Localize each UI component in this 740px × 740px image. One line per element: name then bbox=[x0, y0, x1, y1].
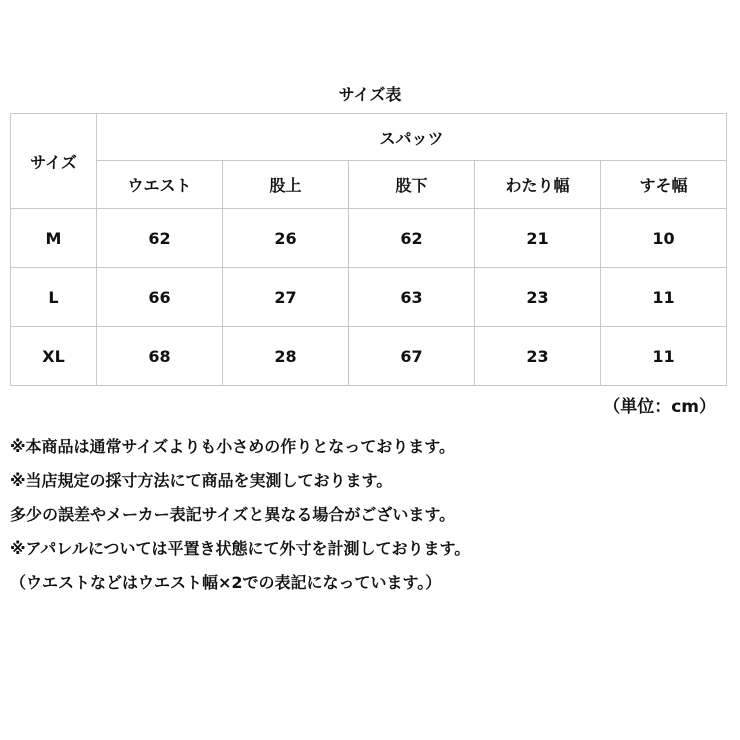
table-row bbox=[11, 268, 727, 327]
note-line: ※アパレルについては平置き状態にて外寸を計測しております。 bbox=[10, 539, 471, 558]
cell-value: 66 bbox=[97, 268, 223, 327]
size-label: L bbox=[11, 268, 97, 327]
unit-label: （単位：cm） bbox=[603, 397, 716, 417]
size-table bbox=[10, 113, 727, 386]
note-line: （ウエストなどはウエスト幅×2での表記になっています。） bbox=[10, 573, 442, 592]
table-header-row bbox=[11, 114, 727, 161]
note-line: ※当店規定の採寸方法にて商品を実測しております。 bbox=[10, 471, 393, 490]
cell-value: 21 bbox=[475, 209, 601, 268]
cell-value: 27 bbox=[223, 268, 349, 327]
cell-value: 23 bbox=[475, 327, 601, 386]
column-header-waist: ウエスト bbox=[97, 161, 223, 209]
cell-value: 62 bbox=[97, 209, 223, 268]
cell-value: 10 bbox=[601, 209, 727, 268]
table-row bbox=[11, 209, 727, 268]
column-header-rise: 股上 bbox=[223, 161, 349, 209]
size-header: サイズ bbox=[11, 114, 97, 209]
size-label: XL bbox=[11, 327, 97, 386]
column-header-inseam: 股下 bbox=[349, 161, 475, 209]
cell-value: 11 bbox=[601, 268, 727, 327]
cell-value: 68 bbox=[97, 327, 223, 386]
note-line: 多少の誤差やメーカー表記サイズと異なる場合がございます。 bbox=[10, 505, 456, 524]
cell-value: 62 bbox=[349, 209, 475, 268]
column-header-hem: すそ幅 bbox=[601, 161, 727, 209]
size-label: M bbox=[11, 209, 97, 268]
group-header: スパッツ bbox=[97, 114, 727, 161]
cell-value: 23 bbox=[475, 268, 601, 327]
cell-value: 63 bbox=[349, 268, 475, 327]
column-header-thigh: わたり幅 bbox=[475, 161, 601, 209]
cell-value: 67 bbox=[349, 327, 475, 386]
notes bbox=[10, 430, 735, 600]
cell-value: 28 bbox=[223, 327, 349, 386]
cell-value: 11 bbox=[601, 327, 727, 386]
page-title: サイズ表 bbox=[338, 85, 402, 104]
cell-value: 26 bbox=[223, 209, 349, 268]
note-line: ※本商品は通常サイズよりも小さめの作りとなっております。 bbox=[10, 437, 455, 456]
table-row bbox=[11, 327, 727, 386]
column-header-row bbox=[11, 161, 727, 209]
